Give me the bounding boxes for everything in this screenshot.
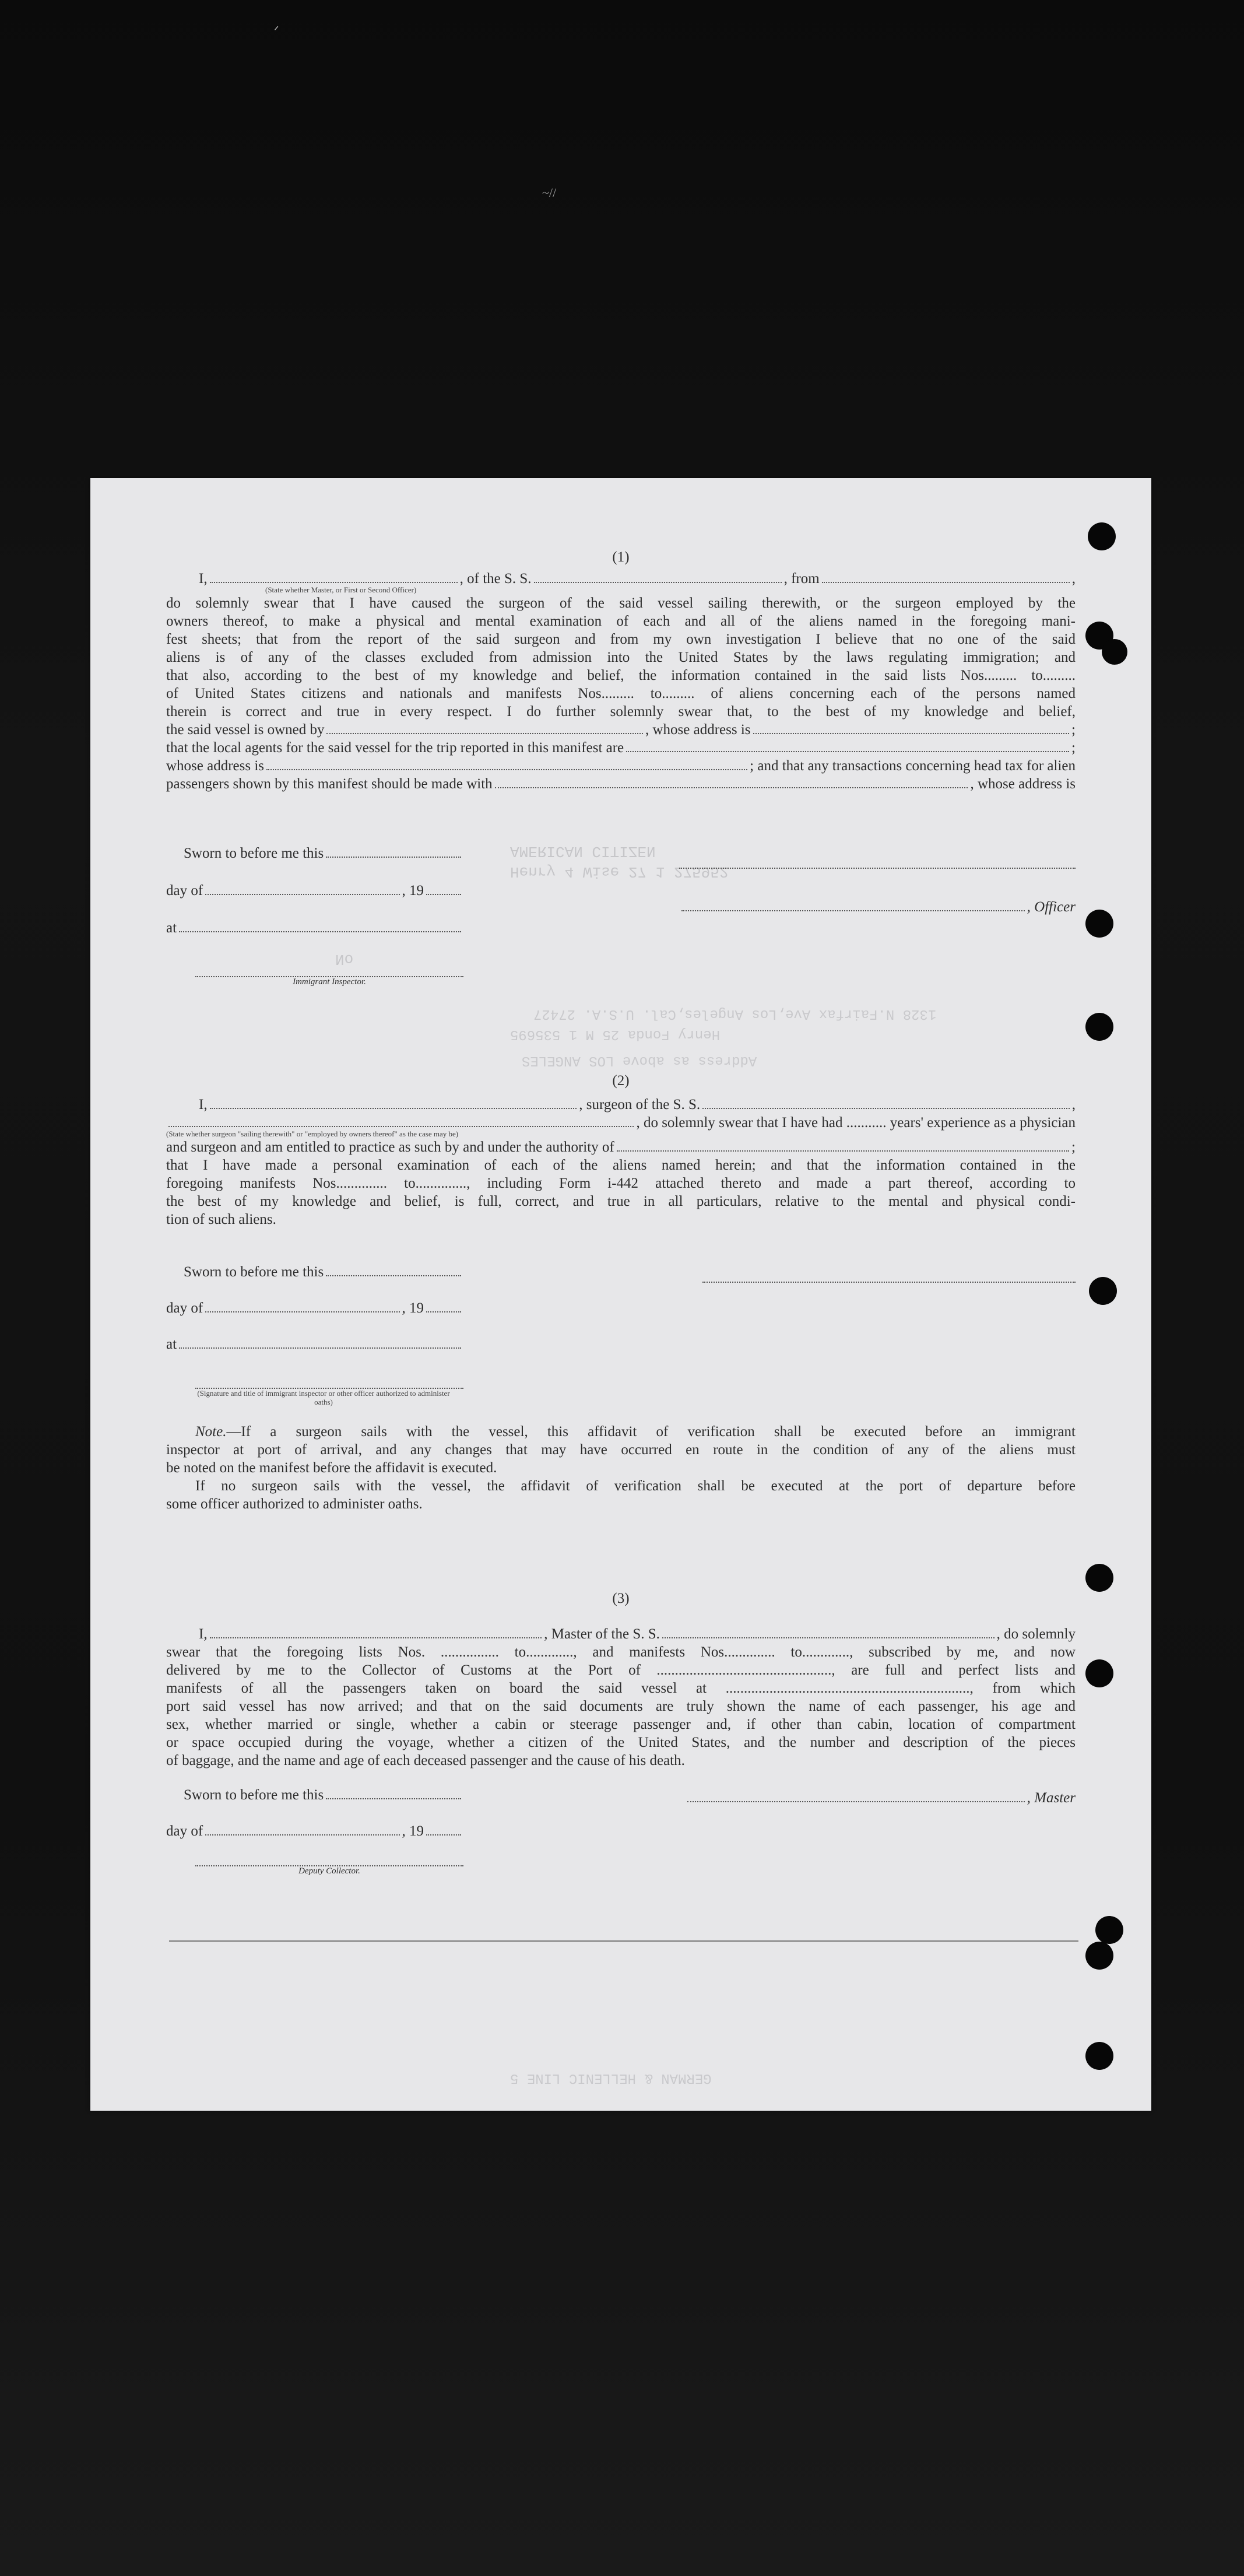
note-line [166,1423,1076,1441]
section-2 [166,1072,1076,1229]
authority-line: and surgeon and am entitled to practice as such by and under the authority of ; [166,1139,1076,1155]
label-passengers: passengers shown by this manifest should be made with [166,776,493,792]
day-field[interactable] [205,1301,399,1312]
oath-line: foregoing manifests Nos.............. to.............., including Form i-442 attached thereto and made a part thereof, according to [166,1175,1076,1191]
show-through-text: Henry 4 Wise 27 1 275952 [510,863,729,880]
label-day: day of [166,883,203,899]
sworn-date-field[interactable] [326,1788,461,1799]
punch-hole [1102,639,1127,665]
label-from: , from [783,571,820,587]
label-agents: that the local agents for the said vessel for the trip reported in this manifest are [166,740,624,756]
agents-line: that the local agents for the said vessel for the trip reported in this manifest are ; [166,740,1076,756]
ship-name-field[interactable] [702,1097,1070,1109]
day-field[interactable] [205,883,399,895]
label-passengers-address: , whose address is [970,776,1076,792]
inspector-signature-line[interactable] [195,966,463,977]
punch-hole [1085,2042,1113,2070]
show-through-text: No [335,950,354,968]
sworn-date-field[interactable] [326,846,461,858]
punch-hole [1088,522,1116,550]
label-i: I, [199,1626,208,1642]
surgeon-signature-line[interactable] [702,1271,1076,1283]
day-field[interactable] [205,1824,399,1836]
officer-signature-line-1[interactable] [679,857,1076,869]
officer-signature-block [679,851,1076,915]
label-authority: and surgeon and am entitled to practice as such by and under the authority of [166,1139,614,1155]
note-line: If no surgeon sails with the vessel, the affidavit of verification shall be executed at the port of departure before [195,1478,1076,1494]
scan-mark: ᐟ [274,24,279,37]
oath-line: port said vessel has now arrived; and that on the said documents are truly shown the name of each passenger, his age and [166,1698,1076,1714]
section-2-jurat [160,1264,463,1406]
section-number: (2) [612,1073,630,1089]
label-year: , 19 [402,883,424,899]
show-through-text: Address as above LOS ANGELES [522,1052,757,1068]
year-field[interactable] [426,1824,461,1836]
officer-line: I, , of the S. S. , from , [199,571,1076,587]
ship-name-field[interactable] [662,1627,995,1638]
agents-address-line [166,757,1076,775]
label-day: day of [166,1300,203,1316]
punch-hole [1085,910,1113,938]
label-head-tax: ; and that any transactions concerning head tax for alien [750,758,1076,774]
note-line: inspector at port of arrival, and any changes that may have occurred en route in the condition of any of the aliens must [166,1442,1076,1458]
collector-caption: Deputy Collector. [298,1866,360,1876]
passengers-line [166,775,1076,793]
punch-hole [1085,1564,1113,1592]
from-port-field[interactable] [822,571,1070,583]
oath-line: or space occupied during the voyage, whether a citizen of the United States, and the number and description of the pieces [166,1735,1076,1750]
punch-hole [1095,1916,1123,1944]
label-of-ss: , of the S. S. [459,571,532,587]
oath-line: delivered by me to the Collector of Customs at the Port of ................................................, are full and perfect lists and [166,1662,1076,1678]
oath-line: therein is correct and true in every respect. I do further solemnly swear that, to the best of my knowledge and belief, [166,704,1076,720]
show-through-text: 1328 N.Fairfax Ave,Los Angeles,Cal. U.S.A. 27427 [533,1006,937,1022]
label-i: I, [199,1097,208,1112]
punch-hole [1085,1659,1113,1687]
label-owner-address: , whose address is [645,722,751,738]
surgeon-status-field[interactable] [168,1115,634,1127]
punch-hole [1085,1942,1113,1970]
label-experience: , do solemnly swear that I have had ........... years' experience as a physician [636,1115,1076,1131]
note-text: —If a surgeon sails with the vessel, this affidavit of verification shall be executed before an immigrant [226,1424,1076,1440]
punch-hole [1089,1277,1117,1305]
ship-name-field[interactable] [534,571,782,583]
master-label: , Master [1027,1790,1076,1806]
officer-signature-line-2[interactable] [681,900,1025,911]
oath-body [166,594,1076,721]
oath-line: manifests of all the passengers taken on board the said vessel at ..................................................................., from which [166,1680,1076,1696]
bottom-rule [169,1940,1078,1942]
show-through-text: AMERICAN CITIZEN [510,843,656,860]
master-signature-block [685,1790,1076,1806]
oath-line: owners thereof, to make a physical and mental examination of each and all of the aliens named in the foregoing mani- [166,613,1076,629]
agents-address-field[interactable] [266,759,747,770]
official-signature-line[interactable] [195,1377,463,1389]
label-day: day of [166,1823,203,1839]
year-field[interactable] [426,1301,461,1312]
oath-line: tion of such aliens. [166,1212,276,1227]
officer-name-field[interactable] [210,571,458,583]
label-year: , 19 [402,1823,424,1839]
sworn-date-field[interactable] [326,1265,461,1276]
oath-line: sex, whether married or single, whether a cabin or steerage passenger and, if other than cabin, location of compartment [166,1717,1076,1732]
label-owned-by: the said vessel is owned by [166,722,325,738]
oath-line: fest sheets; that from the report of the said surgeon and from my own investigation I believe that no one of the said [166,631,1076,647]
oath-line: of baggage, and the name and age of each deceased passenger and the cause of his death. [166,1753,685,1768]
label-sworn: Sworn to before me this [184,1787,324,1803]
label-master-of: , Master of the S. S. [544,1626,660,1642]
label-at: at [166,920,177,936]
at-field[interactable] [179,921,461,932]
section-3 [166,1589,1076,1770]
label-agents-address: whose address is [166,758,265,774]
collector-signature-line[interactable] [195,1855,463,1866]
oath-line: that also, according to the best of my knowledge and belief, the information contained in the said lists Nos......... to......... [166,668,1076,683]
oath-line: of United States citizens and nationals and manifests Nos......... to......... of aliens concerning each of the persons named [166,686,1076,701]
surgeon-line: I, , surgeon of the S. S. , [199,1097,1076,1112]
head-tax-contact-field[interactable] [495,777,968,788]
label-sworn: Sworn to before me this [184,845,324,861]
label-sworn: Sworn to before me this [184,1264,324,1280]
owner-line: the said vessel is owned by , whose address is ; [166,722,1076,738]
inspector-caption: Immigrant Inspector. [293,977,366,987]
section-number: (3) [612,1591,630,1606]
officer-caption: (State whether Master, or First or Second Officer) [265,585,417,594]
top-mark: ~// [542,185,557,200]
surgeon-caption: (State whether surgeon "sailing therewith" or "employed by owners thereof" as the case may be) [166,1129,459,1138]
oath-line: swear that the foregoing lists Nos. ................ to............., and manifests Nos.............. to............., subscribed by me, and now [166,1644,1076,1660]
surgeon-name-field[interactable] [210,1097,577,1109]
year-field[interactable] [426,883,461,895]
note-line: be noted on the manifest before the affidavit is executed. [166,1460,497,1476]
officer-label: , Officer [1027,899,1076,915]
master-name-field[interactable] [210,1627,542,1638]
show-through-text: Henry Fonda 25 M 1 535695 [510,1026,721,1042]
oath-line: do solemnly swear that I have caused the surgeon of the said vessel sailing therewith, or the surgeon employed by the [166,595,1076,611]
surgeon-signature-block [702,1271,1076,1283]
manifest-page [90,478,1151,2111]
oath-line: the best of my knowledge and belief, is full, correct, and true in all particulars, relative to the mental and physical condi- [166,1194,1076,1209]
note-block [166,1423,1076,1513]
agents-field[interactable] [626,740,1069,752]
owner-field[interactable] [326,722,643,734]
section-1-jurat [160,845,463,987]
owner-address-field[interactable] [753,722,1070,734]
oath-line: aliens is of any of the classes excluded from admission into the United States by the laws regulating immigration; and [166,650,1076,665]
note-label: Note. [195,1424,227,1440]
signature-caption: (Signature and title of immigrant inspector or other officer authorized to administer oaths) [197,1389,450,1406]
note-line: some officer authorized to administer oaths. [166,1496,423,1512]
label-surgeon-of: , surgeon of the S. S. [579,1097,701,1112]
label-i: I, [199,571,208,587]
label-do-solemnly: , do solemnly [996,1626,1076,1642]
at-field[interactable] [179,1337,461,1349]
oath-line: that I have made a personal examination of each of the aliens named herein; and that the information contained in the [166,1157,1076,1173]
label-at: at [166,1336,177,1352]
label-year: , 19 [402,1300,424,1316]
authority-field[interactable] [617,1140,1069,1152]
section-number: (1) [612,549,630,565]
show-through-text: GERMAN & HELLENIC LINE 5 [510,2070,712,2086]
section-3-jurat [160,1787,463,1876]
section-1 [166,548,1076,793]
master-signature-line[interactable] [687,1791,1025,1802]
master-line [166,1625,1076,1643]
punch-hole [1085,1013,1113,1041]
